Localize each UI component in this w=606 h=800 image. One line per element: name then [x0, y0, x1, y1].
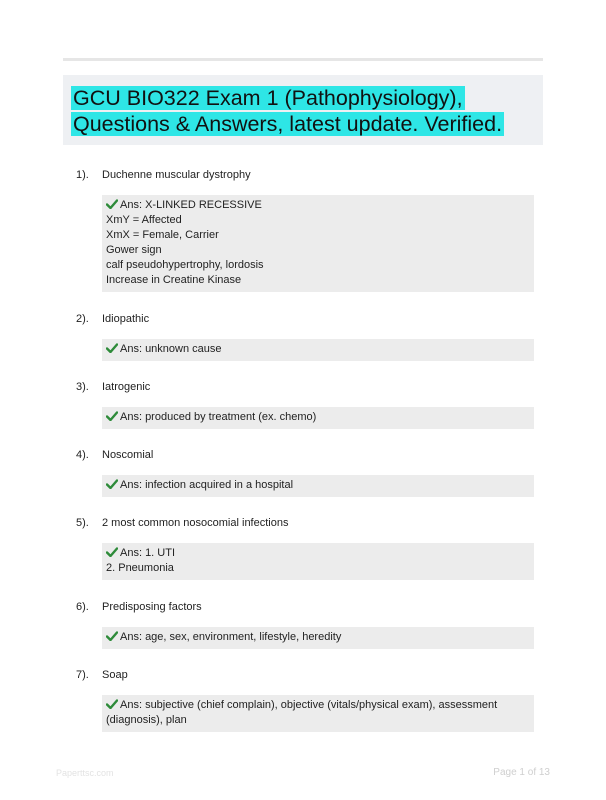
check-icon	[106, 631, 118, 641]
check-icon	[106, 343, 118, 353]
answer-line: Ans: unknown cause	[106, 342, 530, 357]
check-icon	[106, 199, 118, 209]
answer-line: XmY = Affected	[106, 214, 182, 226]
page-title	[71, 85, 543, 137]
question-number: 2).	[76, 313, 89, 325]
question-number: 4).	[76, 449, 89, 461]
check-icon	[106, 547, 118, 557]
answer-line: Increase in Creatine Kinase	[106, 274, 242, 286]
answer-line: Ans: age, sex, environment, lifestyle, heredity	[106, 630, 530, 645]
answer-box	[102, 475, 534, 497]
check-icon	[106, 411, 118, 421]
question-number: 5).	[76, 517, 89, 529]
page-number: Page 1 of 13	[493, 767, 550, 778]
answer-line: Ans: X-LINKED RECESSIVE	[106, 198, 530, 213]
answer-line: Ans: 1. UTI	[106, 546, 530, 561]
answer-box	[102, 627, 534, 649]
top-divider	[63, 58, 543, 61]
question-text: Noscomial	[102, 449, 154, 461]
question-number: 3).	[76, 381, 89, 393]
check-icon	[106, 479, 118, 489]
answer-line: 2. Pneumonia	[106, 562, 174, 574]
question-text: Soap	[102, 669, 128, 681]
question-text: Idiopathic	[102, 313, 150, 325]
answer-line: Ans: produced by treatment (ex. chemo)	[106, 410, 530, 425]
answer-box	[102, 407, 534, 429]
answer-line: Gower sign	[106, 244, 162, 256]
answer-line: XmX = Female, Carrier	[106, 229, 219, 241]
answer-line: Ans: subjective (chief complain), objective (vitals/physical exam), assessment (diagnosis), plan	[106, 699, 498, 726]
footer-watermark: Paperttsc.com	[56, 768, 114, 778]
page-title-text: GCU BIO322 Exam 1 (Pathophysiology), Questions & Answers, latest update. Verified.	[73, 86, 503, 136]
question-number: 6).	[76, 601, 89, 613]
question-number: 1).	[76, 169, 89, 181]
question-text: Predisposing factors	[102, 601, 202, 613]
answer-box	[102, 695, 534, 732]
check-icon	[106, 699, 118, 709]
answer-box	[102, 543, 534, 580]
answer-line: calf pseudohypertrophy, lordosis	[106, 259, 264, 271]
question-text: 2 most common nosocomial infections	[102, 517, 289, 529]
title-block	[63, 75, 543, 145]
answer-line: Ans: infection acquired in a hospital	[106, 478, 530, 493]
answer-box	[102, 339, 534, 361]
question-text: Duchenne muscular dystrophy	[102, 169, 251, 181]
answer-box	[102, 195, 534, 292]
question-number: 7).	[76, 669, 89, 681]
question-text: Iatrogenic	[102, 381, 151, 393]
